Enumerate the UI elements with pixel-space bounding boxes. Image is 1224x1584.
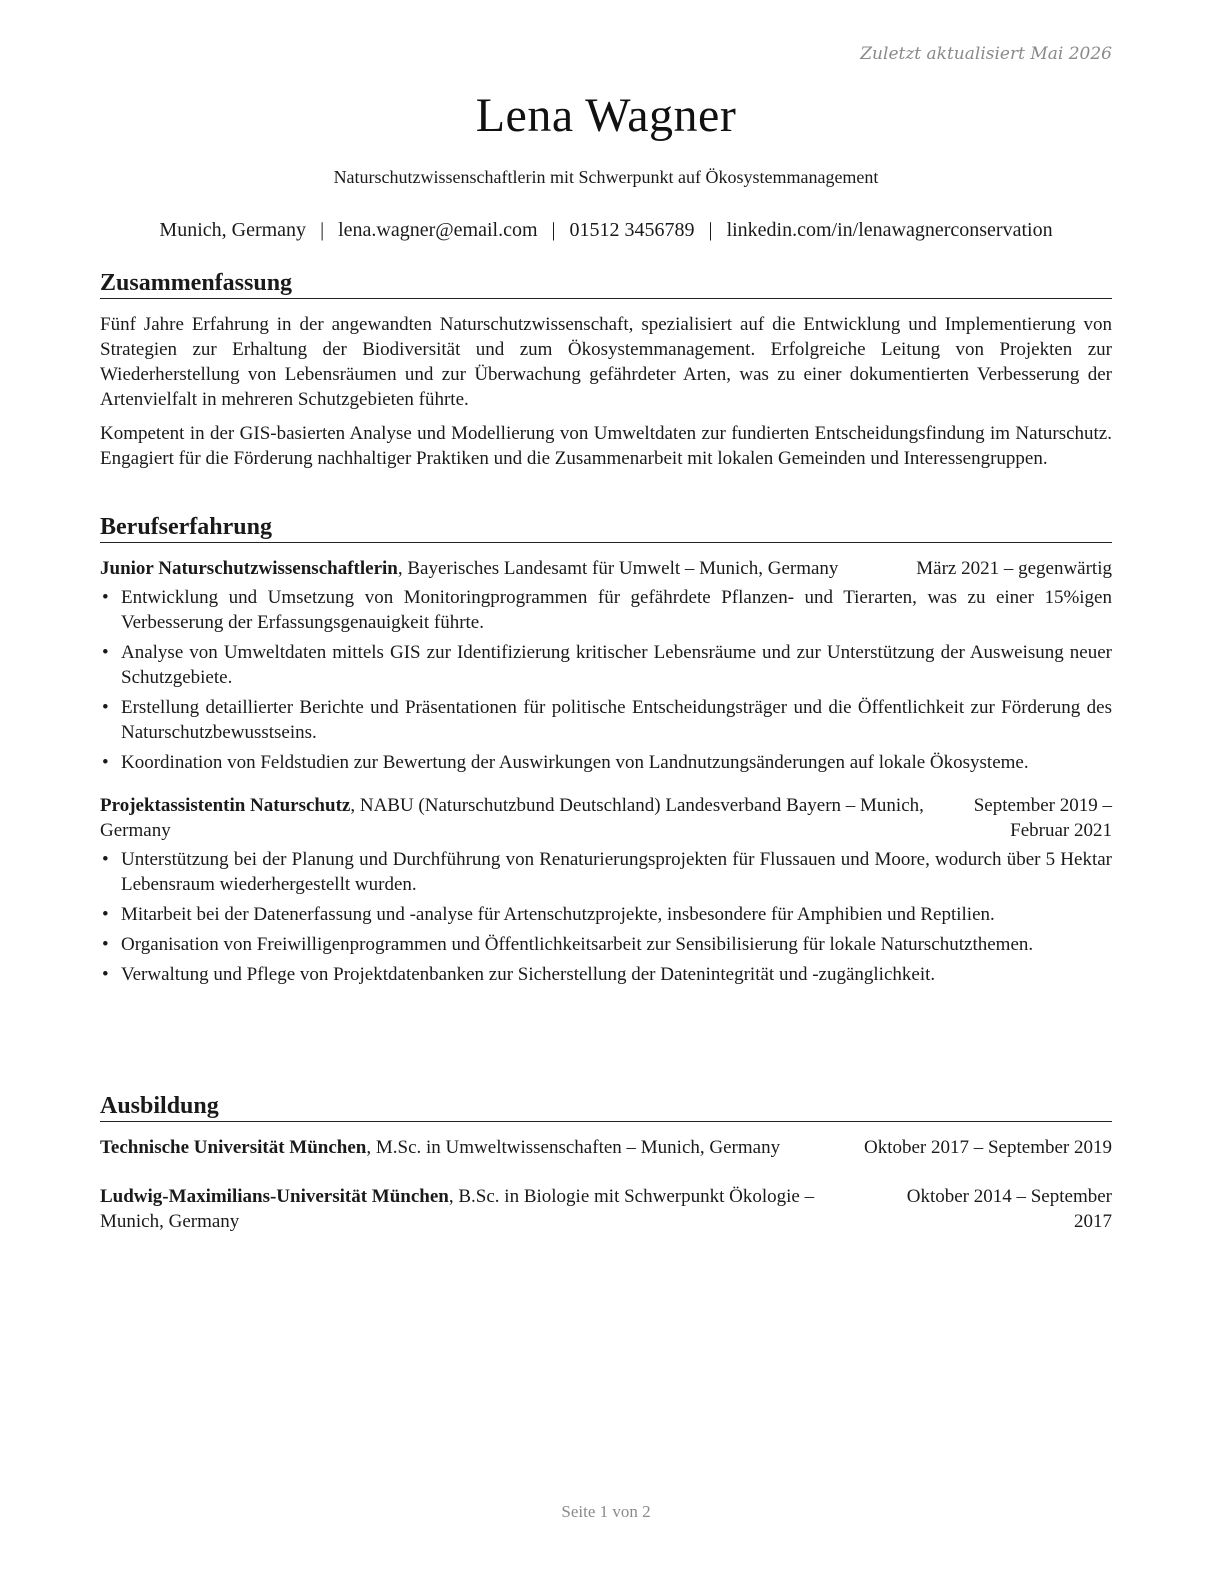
education-school: Technische Universität München xyxy=(100,1137,367,1158)
contact-separator: | xyxy=(551,219,556,241)
education-section xyxy=(100,1093,1112,1234)
candidate-name: Lena Wagner xyxy=(475,89,737,142)
education-school: Ludwig-Maximilians-Universität München xyxy=(100,1186,449,1207)
job-role: Junior Naturschutzwissenschaftlerin xyxy=(100,558,398,579)
job-organization: , Bayerisches Landesamt für Umwelt – Munich, Germany xyxy=(397,558,839,579)
section-title-summary: Zusammenfassung xyxy=(100,270,1112,299)
contact-phone: 01512 3456789 xyxy=(569,219,695,241)
job-entry xyxy=(100,556,1112,775)
job-bullet: • Unterstützung bei der Planung und Durchführung von Renaturierungsprojekten für Flussauen und Moore, wodurch über 5 Hektar Lebensraum wiederhergestellt wurden. xyxy=(100,847,1112,897)
experience-section xyxy=(100,514,1112,992)
job-header xyxy=(100,556,1112,581)
job-dates: September 2019 – Februar 2021 xyxy=(973,795,1112,841)
education-degree: , M.Sc. in Umweltwissenschaften – Munich, Germany xyxy=(366,1137,781,1158)
contact-linkedin[interactable]: linkedin.com/in/lenawagnerconservation xyxy=(726,219,1053,241)
job-bullets xyxy=(100,847,1112,987)
education-dates: Oktober 2017 – September 2019 xyxy=(863,1137,1112,1158)
education-title-line xyxy=(100,1135,862,1160)
education-dates: Oktober 2014 – September 2017 xyxy=(906,1186,1112,1232)
job-organization: , NABU (Naturschutzbund Deutschland) Landesverband Bayern – Munich, Germany xyxy=(100,795,924,841)
job-bullet: • Koordination von Feldstudien zur Bewertung der Auswirkungen von Landnutzungsänderungen auf lokale Ökosysteme. xyxy=(100,750,1112,775)
summary-paragraph: Kompetent in der GIS-basierten Analyse und Modellierung von Umweltdaten zur fundierten Entscheidungsfindung im Naturschutz. Engagiert für die Förderung nachhaltiger Praktiken und die Zusammenarbeit mit lokalen Gemeinden und Interessengruppen. xyxy=(100,423,1112,469)
job-bullet: • Organisation von Freiwilligenprogrammen und Öffentlichkeitsarbeit zur Sensibilisierung für lokale Naturschutzthemen. xyxy=(100,932,1112,957)
contact-line xyxy=(0,219,1212,242)
education-entry xyxy=(100,1135,1112,1160)
job-dates: März 2021 – gegenwärtig xyxy=(916,558,1112,579)
job-bullet: • Analyse von Umweltdaten mittels GIS zur Identifizierung kritischer Lebensräume und zur Unterstützung der Ausweisung neuer Schutzgebiete. xyxy=(100,640,1112,690)
contact-separator: | xyxy=(708,219,713,241)
contact-location: Munich, Germany xyxy=(159,219,307,241)
job-bullet: • Entwicklung und Umsetzung von Monitoringprogrammen für gefährdete Pflanzen- und Tierarten, was zu einer 15%igen Verbesserung der Erfassungsgenauigkeit führte. xyxy=(100,585,1112,635)
section-title-experience: Berufserfahrung xyxy=(100,514,1112,543)
job-header xyxy=(100,793,1112,843)
summary-paragraph: Fünf Jahre Erfahrung in der angewandten Naturschutzwissenschaft, spezialisiert auf die Entwicklung und Implementierung von Strategien zur Erhaltung der Biodiversität und zum Ökosystemmanagement. Erfolgreiche Leitung von Projekten zur Wiederherstellung von Lebensräumen und zur Überwachung gefährdeter Arten, was zu einer dokumentierten Verbesserung der Artenvielfalt in mehreren Schutzgebieten führte. xyxy=(100,314,1112,410)
contact-email[interactable]: lena.wagner@email.com xyxy=(338,219,538,241)
section-title-education: Ausbildung xyxy=(100,1093,1112,1122)
page-number: Seite 1 von 2 xyxy=(561,1502,651,1521)
job-bullet: • Mitarbeit bei der Datenerfassung und -analyse für Artenschutzprojekte, insbesondere für Amphibien und Reptilien. xyxy=(100,902,1112,927)
education-entry xyxy=(100,1184,1112,1234)
last-updated-note: Zuletzt aktualisiert Mai 2026 xyxy=(860,44,1112,64)
job-bullets xyxy=(100,585,1112,775)
job-role: Projektassistentin Naturschutz xyxy=(100,795,351,816)
job-entry xyxy=(100,793,1112,987)
summary-section xyxy=(100,270,1112,471)
education-title-line xyxy=(100,1184,877,1234)
job-title-line xyxy=(100,793,942,843)
education-degree: , B.Sc. in Biologie mit Schwerpunkt Ökologie – Munich, Germany xyxy=(100,1186,815,1232)
job-bullet: • Verwaltung und Pflege von Projektdatenbanken zur Sicherstellung der Datenintegrität und -zugänglichkeit. xyxy=(100,962,1112,987)
contact-separator: | xyxy=(320,219,325,241)
job-title-line xyxy=(100,556,882,581)
candidate-tagline: Naturschutzwissenschaftlerin mit Schwerpunkt auf Ökosystemmanagement xyxy=(333,167,879,187)
job-bullet: • Erstellung detaillierter Berichte und Präsentationen für politische Entscheidungsträger und die Öffentlichkeit zur Förderung des Naturschutzbewusstseins. xyxy=(100,695,1112,745)
